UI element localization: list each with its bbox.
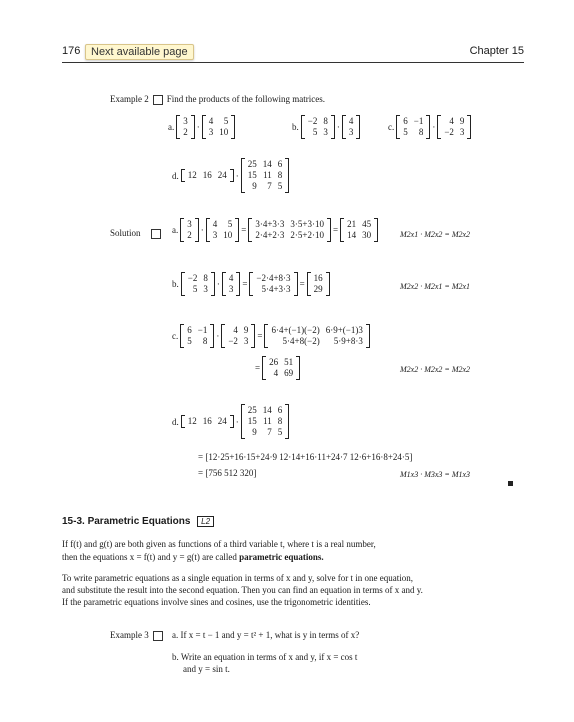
dim-c: M2x2 · M2x2 = M2x2 [400,365,471,374]
example2-heading [110,94,325,105]
example2-prompt: Find the products of the following matrices. [166,94,325,104]
solution-d: d. 12 16 24 · 25 14 6 15 11 8 9 7 5 [172,404,289,439]
solution-a: a. 3 2 · 4 5 3 10 = 3·4+3·3 3·5+3·10 2·4+2·3 2·5+2·10 = 21 45 14 30 [172,218,378,242]
level-badge: L2 [197,516,214,527]
dim-d: M1x3 · M3x3 = M1x3 [400,470,471,479]
example2-a: a. 3 2 · 4 5 3 10 [168,115,235,139]
next-page-badge[interactable] [85,44,194,60]
section-title: 15-3. Parametric Equations L2 [62,516,214,527]
section-p2-line3: If the parametric equations involve sines and cosines, use the trigonometric identities. [62,597,371,607]
section-p2-line2: and substitute the result into the second equation. Then you can find an equation in terms of x and y. [62,585,423,595]
section-p2-line1: To write parametric equations as a single equation in terms of x and y, solve for t in one equation, [62,573,413,583]
square-bullet-icon [151,229,161,239]
dim-b: M2x2 · M2x1 = M2x1 [400,282,471,291]
bold-term: parametric equations. [239,552,324,562]
square-bullet-icon [153,631,163,641]
end-of-solution-mark [508,473,513,491]
example2-label: Example 2 [110,94,149,104]
example2-c: c. 6 −1 5 8 · 4 9 −2 3 [388,115,471,139]
next-page-label: Next available page [91,46,188,58]
solution-c: c. 6 −1 5 8 · 4 9 −2 3 = 6·4+(−1)(−2) 6·9+(−1)3 5·4+8(−2) 5·9+8·3 [172,324,370,348]
solution-c-result: = 26 51 4 69 [255,356,300,380]
square-bullet-icon [153,95,163,105]
page-number: 176 [62,45,81,57]
chapter-title: Chapter 15 [469,45,524,57]
example3-b2: and y = sin t. [183,664,230,674]
solution-d-line2: = [756 512 320] [198,468,257,478]
solution-label: Solution [110,228,165,239]
example3-a: a. If x = t − 1 and y = t² + 1, what is y in terms of x? [172,630,360,640]
example3-heading: Example 3 [110,630,167,641]
solution-b: b. −2 8 5 3 · 4 3 = −2·4+8·3 5·4+3·3 = 16 29 [172,272,330,296]
dim-a: M2x1 · M2x2 = M2x2 [400,230,471,239]
example2-d: d. 12 16 24 · 25 14 6 15 11 8 9 7 5 [172,158,289,193]
section-p1-line2: then the equations x = f(t) and y = g(t) are called parametric equations. [62,552,324,562]
header-rule [62,62,524,63]
solution-d-line1: = [12·25+16·15+24·9 12·14+16·11+24·7 12·6+16·8+24·5] [198,452,413,462]
example3-b1: b. Write an equation in terms of x and y, if x = cos t [172,652,358,662]
section-p1-line1: If f(t) and g(t) are both given as functions of a third variable t, where t is a real number, [62,539,376,549]
example2-b: b. −2 8 5 3 · 4 3 [292,115,360,139]
